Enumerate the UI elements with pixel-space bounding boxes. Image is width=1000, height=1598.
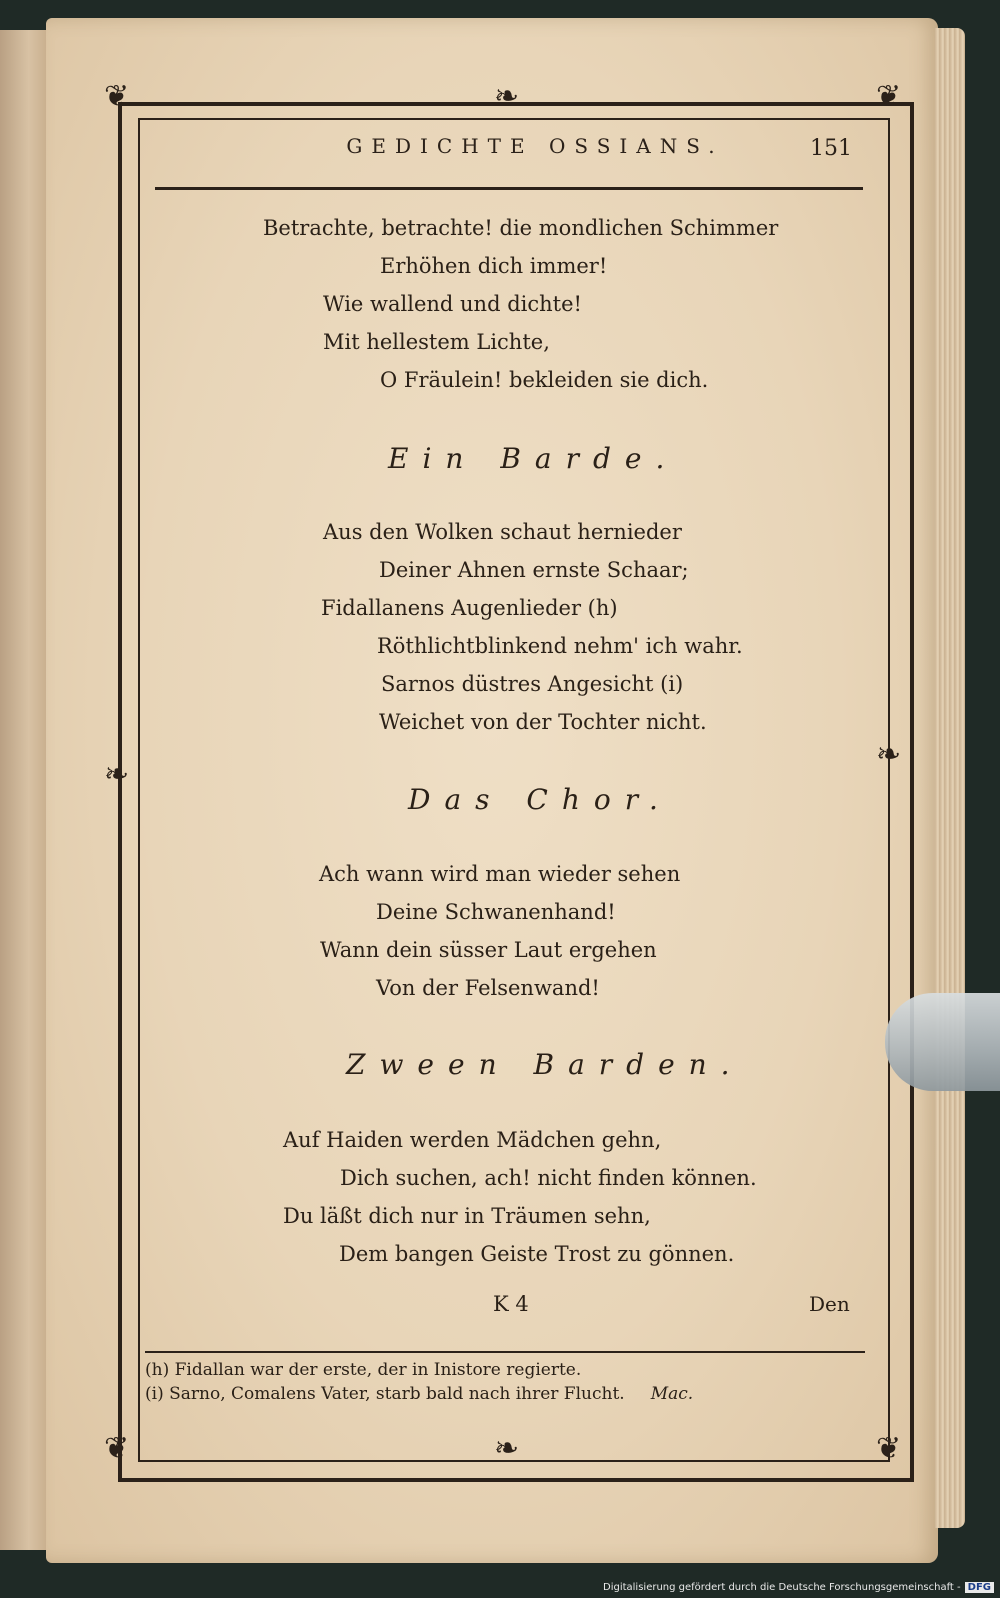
page-number: 151 <box>810 136 852 161</box>
verse-line: Weichet von der Tochter nicht. <box>379 710 707 734</box>
digitization-credit <box>603 1582 994 1593</box>
verse-line: Betrachte, betrachte! die mondlichen Schimmer <box>263 216 779 240</box>
speaker-heading: Ein Barde. <box>388 442 679 475</box>
verse-line: Röthlichtblinkend nehm' ich wahr. <box>377 634 743 658</box>
verse-line: Mit hellestem Lichte, <box>323 330 550 354</box>
header-rule <box>155 187 863 190</box>
verse-line: Sarnos düstres Angesicht (i) <box>381 672 684 696</box>
verse-line: Aus den Wolken schaut hernieder <box>323 520 682 544</box>
running-head: GEDICHTE OSSIANS. <box>346 134 724 158</box>
verse-line: Dem bangen Geiste Trost zu gönnen. <box>339 1242 735 1266</box>
speaker-heading: Das Chor. <box>408 783 672 816</box>
catchword: Den <box>809 1292 850 1316</box>
credit-text: Digitalisierung gefördert durch die Deutsche Forschungsgemeinschaft - <box>603 1582 961 1593</box>
verse-line: Auf Haiden werden Mädchen gehn, <box>283 1128 662 1152</box>
verse-line: O Fräulein! bekleiden sie dich. <box>380 368 709 392</box>
verse-line: Deine Schwanenhand! <box>376 900 616 924</box>
verse-line: Ach wann wird man wieder sehen <box>319 862 681 886</box>
dfg-logo: DFG <box>965 1582 994 1593</box>
ornament-icon: ❧ <box>104 757 130 792</box>
verse-line: Erhöhen dich immer! <box>380 254 608 278</box>
corner-ornament-icon: ❦ <box>876 1431 902 1466</box>
corner-ornament-icon: ❦ <box>104 1431 130 1466</box>
page-clip <box>885 993 1000 1091</box>
verse-line: Dich suchen, ach! nicht finden können. <box>340 1166 757 1190</box>
footnote <box>145 1360 581 1380</box>
verse-line: Fidallanens Augenlieder (h) <box>321 596 618 620</box>
speaker-heading: Zween Barden. <box>346 1048 744 1081</box>
verse-line: Du läßt dich nur in Träumen sehn, <box>283 1204 651 1228</box>
corner-ornament-icon: ❦ <box>104 79 130 114</box>
page-header <box>140 134 880 174</box>
ornament-icon: ❧ <box>494 79 520 114</box>
footnote <box>145 1384 693 1404</box>
verse-line: Von der Felsenwand! <box>376 976 600 1000</box>
footnote-rule <box>145 1351 865 1353</box>
ornament-icon: ❧ <box>494 1431 520 1466</box>
ornament-icon: ❧ <box>876 737 902 772</box>
signature-mark: K 4 <box>493 1292 529 1316</box>
verse-line: Deiner Ahnen ernste Schaar; <box>379 558 689 582</box>
facing-page-edge <box>0 30 48 1550</box>
corner-ornament-icon: ❦ <box>876 79 902 114</box>
footnote-text: (h) Fidallan war der erste, der in Inistore regierte. <box>145 1360 582 1380</box>
verse-line: Wie wallend und dichte! <box>323 292 582 316</box>
footnote-attribution: Mac. <box>650 1384 694 1404</box>
verse-line: Wann dein süsser Laut ergehen <box>320 938 657 962</box>
footnote-text: (i) Sarno, Comalens Vater, starb bald nach ihrer Flucht. <box>145 1384 625 1404</box>
page-stack-edge <box>935 28 965 1528</box>
